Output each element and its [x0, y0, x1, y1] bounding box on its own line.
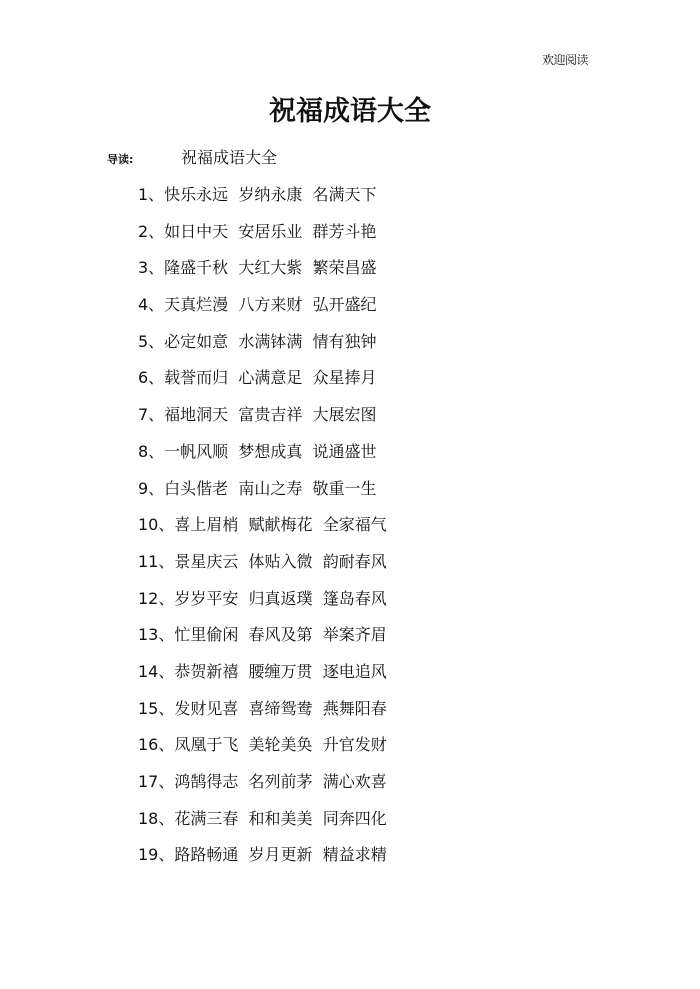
idiom-row: 13、忙里偷闲 春风及第 举案齐眉: [138, 625, 387, 645]
idiom-list: [138, 182, 387, 879]
idiom-row: 17、鸿鹄得志 名列前茅 满心欢喜: [138, 772, 387, 791]
idiom-row: 1、快乐永远 岁纳永康 名满天下: [138, 185, 377, 204]
idiom-row: 5、必定如意 水满钵满 情有独钟: [138, 331, 377, 351]
idiom-row: 8、一帆风顺 梦想成真 说通盛世: [138, 441, 377, 461]
idiom-row: 3、隆盛千秋 大红大紫 繁荣昌盛: [138, 258, 377, 278]
idiom-row: 12、岁岁平安 归真返璞 篷岛春风: [138, 588, 387, 608]
idiom-row: 19、路路畅通 岁月更新 精益求精: [138, 845, 387, 865]
idiom-row: 4、天真烂漫 八方来财 弘开盛纪: [138, 295, 377, 315]
idiom-row: 10、喜上眉梢 赋献梅花 全家福气: [138, 515, 387, 535]
idiom-row: 7、福地洞天 富贵吉祥 大展宏图: [138, 405, 377, 425]
intro-line: [107, 147, 277, 169]
idiom-row: 2、如日中天 安居乐业 群芳斗艳: [138, 221, 377, 241]
idiom-row: 14、恭贺新禧 腰缠万贯 逐电追风: [138, 661, 387, 681]
idiom-row: 16、凤凰于飞 美轮美奂 升官发财: [138, 735, 387, 755]
header-note: 欢迎阅读: [541, 53, 588, 67]
idiom-row: 15、发财见喜 喜缔鸳鸯 燕舞阳春: [138, 698, 387, 718]
document-title: 祝福成语大全: [269, 96, 431, 127]
idiom-row: 6、载誉而归 心满意足 众星捧月: [138, 368, 377, 388]
idiom-row: 18、花满三春 和和美美 同奔四化: [138, 808, 387, 828]
idiom-row: 11、景星庆云 体贴入微 韵耐春风: [138, 551, 387, 571]
intro-text: 祝福成语大全: [181, 148, 278, 167]
idiom-row: 9、白头偕老 南山之寿 敬重一生: [138, 478, 377, 498]
intro-label: 导读:: [107, 153, 134, 166]
